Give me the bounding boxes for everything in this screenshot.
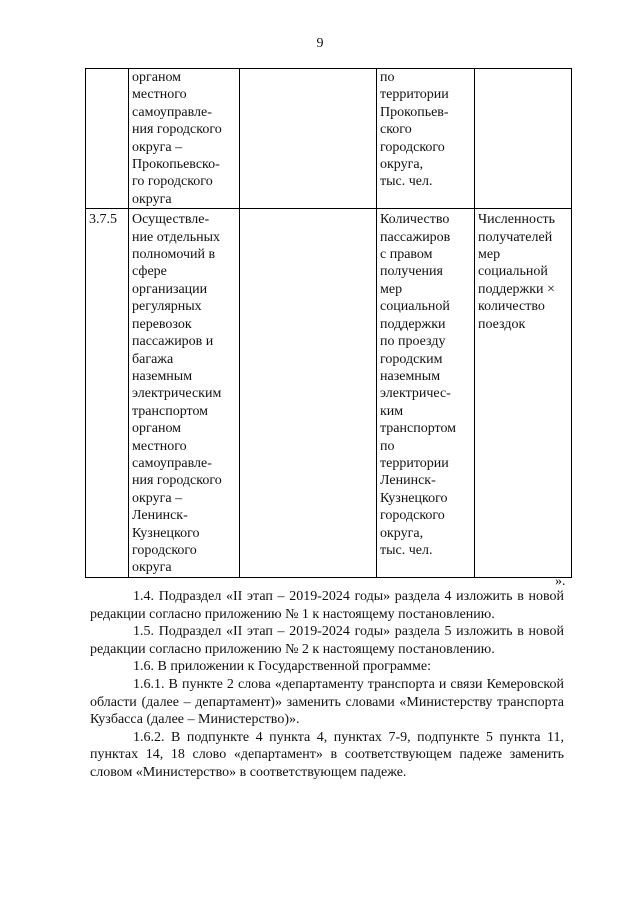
page-number: 9	[316, 36, 324, 51]
indicator-cell: Количество пассажиров с правом получения мер социальной поддержки по проезду городским наземным электричес- ким транспортом по территории Ленинск- Кузнецкого городского округа, тыс. чел.	[377, 209, 475, 578]
indicators-table	[85, 68, 572, 578]
indicator-cell: по территории Прокопьев- ского городского округа, тыс. чел.	[377, 69, 475, 209]
paragraph-1-5: 1.5. Подраздел «II этап – 2019-2024 годы» раздела 5 изложить в новой редакции согласно приложению № 2 к настоящему постановлению.	[90, 624, 564, 657]
activity-name-cell: органом местного самоуправле- ния городского округа – Прокопьевско- го городского округа	[129, 69, 240, 209]
row-number-cell	[86, 69, 129, 209]
calculation-method-cell	[475, 69, 572, 209]
paragraph-1-4: 1.4. Подраздел «II этап – 2019-2024 годы» раздела 4 изложить в новой редакции согласно приложению № 1 к настоящему постановлению.	[90, 589, 564, 622]
table-row	[86, 69, 572, 209]
calculation-method-cell: Численность получателей мер социальной поддержки × количество поездок	[475, 209, 572, 578]
empty-cell	[240, 69, 377, 209]
paragraph-1-6-2: 1.6.2. В подпункте 4 пункта 4, пунктах 7-9, подпункте 5 пункта 11, пунктах 14, 18 слово «департамент» в соответствующем падеже заменить словом «Министерство» в соответствующем падеже.	[90, 729, 564, 780]
table-row	[86, 209, 572, 578]
empty-cell	[240, 209, 377, 578]
closing-quote-mark: ».	[555, 574, 566, 589]
paragraph-1-6: 1.6. В приложении к Государственной программе:	[133, 659, 431, 675]
activity-name-cell: Осуществле- ние отдельных полномочий в сфере организации регулярных перевозок пассажиров и багажа наземным электрическим транспортом органом местного самоуправле- ния городского округа – Ленинск- Кузнецкого городского округа	[129, 209, 240, 578]
paragraph-1-6-1: 1.6.1. В пункте 2 слова «департаменту транспорта и связи Кемеровской области (далее – департамент)» заменить словами «Министерству транспорта Кузбасса (далее – Министерство)».	[90, 676, 564, 728]
body-text	[90, 588, 564, 782]
row-number-cell: 3.7.5	[86, 209, 129, 578]
